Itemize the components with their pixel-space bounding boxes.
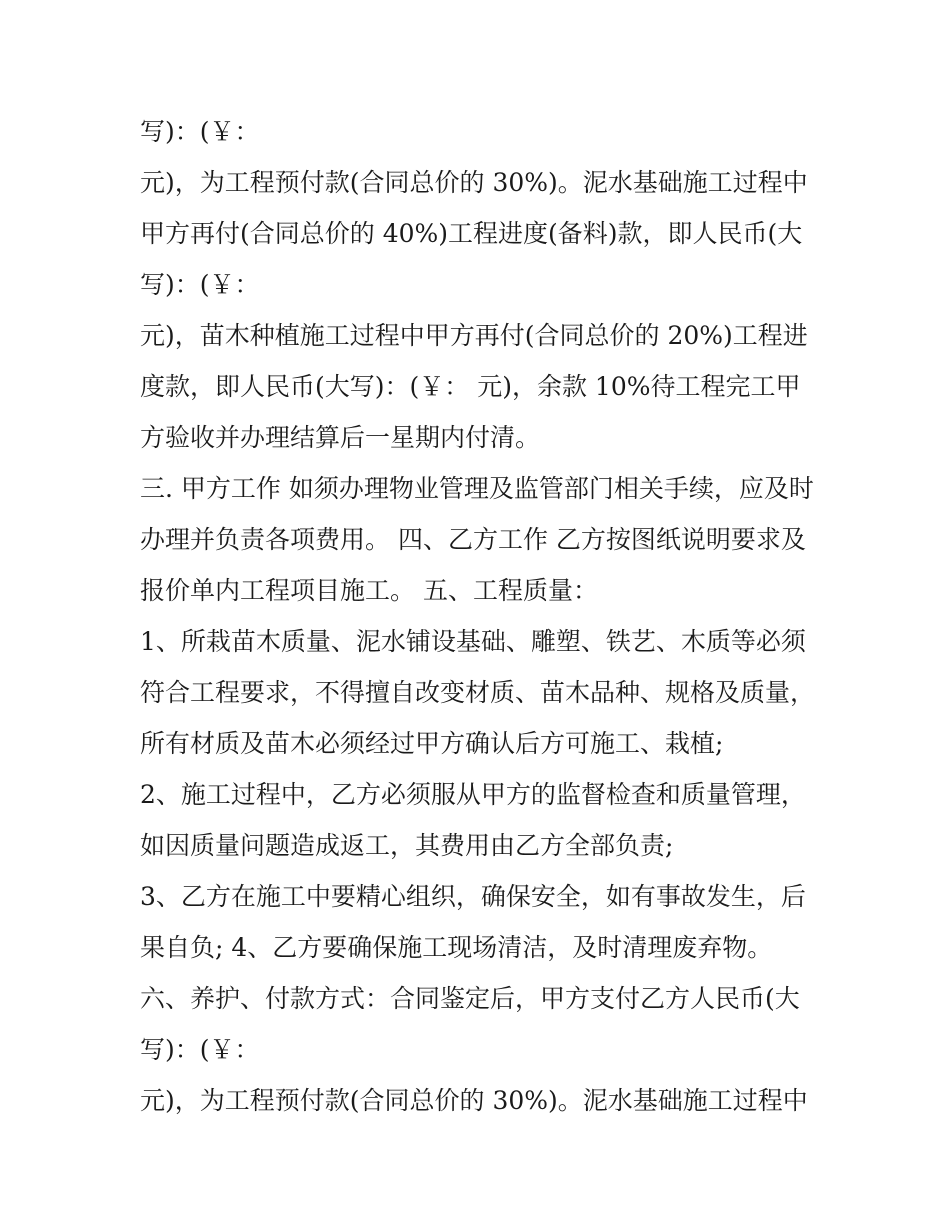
text-line: 3、乙方在施工中要精心组织，确保安全，如有事故发生，后 [140,882,806,911]
text-line: 度款，即人民币(大写)：(￥： 元)，余款 10%待工程完工甲 [140,372,801,401]
text-line: 果自负; 4、乙方要确保施工现场清洁，及时清理废弃物。 [140,933,773,962]
text-line: 六、养护、付款方式：合同鉴定后，甲方支付乙方人民币(大 [140,984,800,1013]
text-line: 办理并负责各项费用。 四、乙方工作 乙方按图纸说明要求及 [140,525,806,554]
text-line: 写)：(￥： [140,270,260,299]
text-line: 写)：(￥： [140,117,260,146]
text-line: 1、所栽苗木质量、泥水铺设基础、雕塑、铁艺、木质等必须 [140,627,806,656]
text-line: 甲方再付(合同总价的 40%)工程进度(备料)款，即人民币(大 [140,219,803,248]
text-line: 2、施工过程中，乙方必须服从甲方的监督检查和质量管理， [140,780,806,809]
text-line: 元)，为工程预付款(合同总价的 30%)。泥水基础施工过程中 [140,168,808,197]
text-line: 报价单内工程项目施工。 五、工程质量： [140,576,598,605]
text-line: 元)，苗木种植施工过程中甲方再付(合同总价的 20%)工程进 [140,321,808,350]
text-line: 三. 甲方工作 如须办理物业管理及监管部门相关手续，应及时 [140,474,814,503]
document-body [140,106,820,1126]
text-line: 写)：(￥： [140,1035,260,1064]
text-line: 如因质量问题造成返工，其费用由乙方全部负责; [140,831,674,860]
text-line: 符合工程要求，不得擅自改变材质、苗木品种、规格及质量， [140,678,816,707]
text-line: 元)，为工程预付款(合同总价的 30%)。泥水基础施工过程中 [140,1086,808,1115]
text-line: 方验收并办理结算后一星期内付清。 [140,423,541,452]
text-line: 所有材质及苗木必须经过甲方确认后方可施工、栽植; [140,729,724,758]
